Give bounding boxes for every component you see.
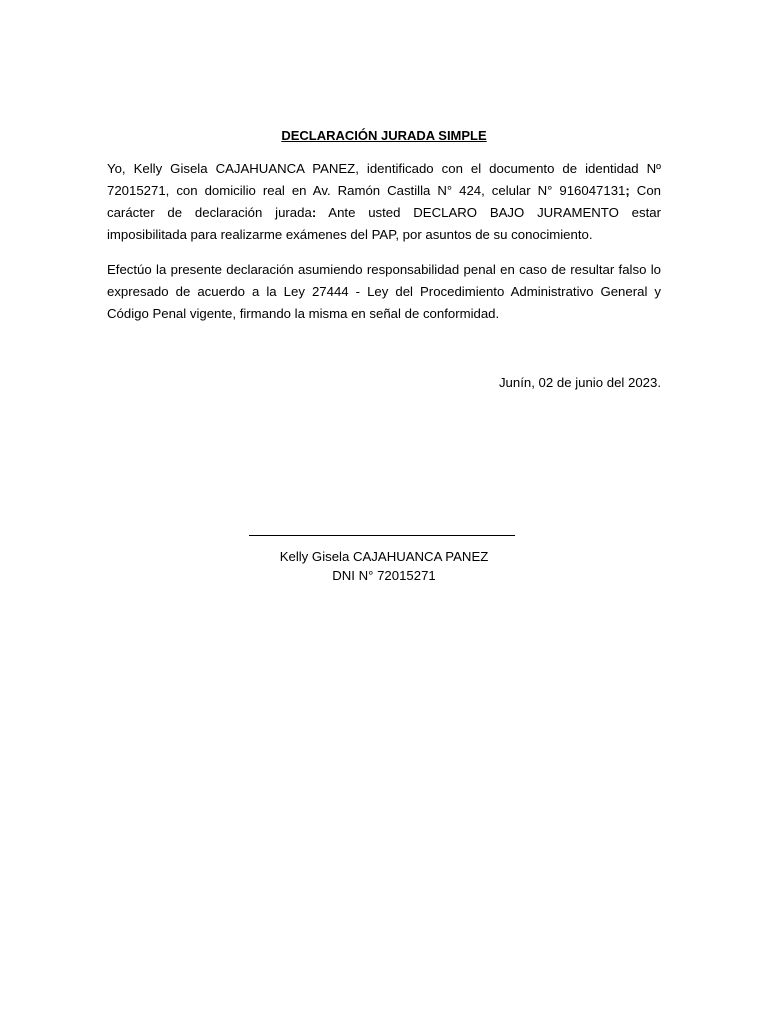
date-line: Junín, 02 de junio del 2023.	[498, 375, 661, 390]
document-title: DECLARACIÓN JURADA SIMPLE	[281, 128, 487, 143]
declaration-semicolon: ;	[625, 183, 630, 198]
declaration-text-part-3: Con carácter de declaración jurada	[107, 183, 661, 220]
signer-name: Kelly Gisela CAJAHUANCA PANEZ	[279, 549, 489, 564]
declaration-colon: :	[311, 205, 317, 220]
declaration-text-part-5: Ante usted DECLARO BAJO JURAMENTO estar imposibilitada para realizarme exámenes del PAP, por asuntos de su conocimiento.	[107, 205, 661, 242]
declaration-text-part-1: Yo, Kelly Gisela CAJAHUANCA PANEZ, identificado con el documento de identidad Nº 72015271, con domicilio real en Av. Ramón Castilla N° 424, celular N° 916047131	[107, 161, 661, 198]
responsibility-paragraph: Efectúo la presente declaración asumiendo responsabilidad penal en caso de resultar falso lo expresado de acuerdo a la Ley 27444 - Ley del Procedimiento Administrativo General y Código Penal vigente, firmando la misma en señal de conformidad.	[107, 262, 661, 321]
signature-line	[249, 535, 515, 536]
declaration-paragraph	[107, 158, 661, 246]
signer-dni: DNI N° 72015271	[332, 568, 436, 583]
